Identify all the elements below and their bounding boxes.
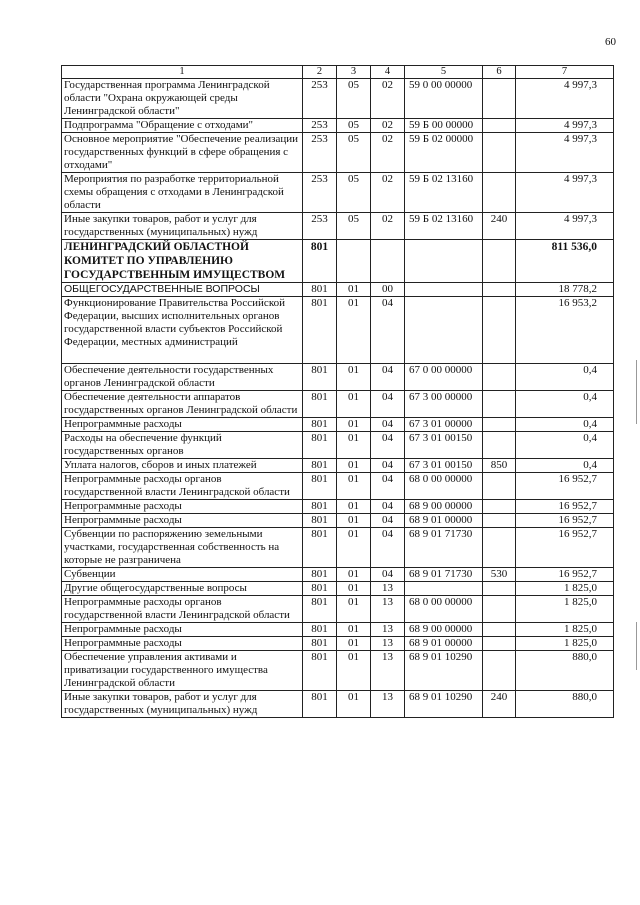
row-grbs: 801 bbox=[303, 473, 337, 500]
row-section: 01 bbox=[337, 432, 371, 459]
table-row bbox=[62, 173, 614, 213]
row-amount: 4 997,3 bbox=[516, 173, 614, 213]
table-row bbox=[62, 637, 614, 651]
row-amount: 0,4 bbox=[516, 459, 614, 473]
row-name: Обеспечение деятельности аппаратов государственных органов Ленинградской области bbox=[62, 391, 303, 418]
row-grbs: 801 bbox=[303, 240, 337, 283]
row-subsection: 02 bbox=[371, 213, 405, 240]
margin-mark-bottom bbox=[636, 622, 637, 670]
row-target-article: 59 Б 02 13160 bbox=[405, 213, 483, 240]
row-grbs: 253 bbox=[303, 173, 337, 213]
row-subsection: 02 bbox=[371, 119, 405, 133]
row-subsection: 02 bbox=[371, 173, 405, 213]
header-col-4: 4 bbox=[371, 66, 405, 79]
table-header-row bbox=[62, 66, 614, 79]
row-expense-type bbox=[483, 133, 516, 173]
table-row bbox=[62, 364, 614, 391]
row-expense-type: 240 bbox=[483, 213, 516, 240]
row-subsection: 13 bbox=[371, 651, 405, 691]
row-target-article bbox=[405, 240, 483, 283]
row-grbs: 253 bbox=[303, 119, 337, 133]
row-subsection: 04 bbox=[371, 514, 405, 528]
row-amount: 0,4 bbox=[516, 364, 614, 391]
row-grbs: 801 bbox=[303, 637, 337, 651]
row-subsection: 04 bbox=[371, 432, 405, 459]
row-expense-type: 850 bbox=[483, 459, 516, 473]
header-col-7: 7 bbox=[516, 66, 614, 79]
table-row bbox=[62, 459, 614, 473]
row-grbs: 801 bbox=[303, 514, 337, 528]
row-target-article: 59 Б 00 00000 bbox=[405, 119, 483, 133]
row-grbs: 253 bbox=[303, 79, 337, 119]
row-target-article: 68 9 01 10290 bbox=[405, 691, 483, 718]
row-name: Другие общегосударственные вопросы bbox=[62, 582, 303, 596]
row-subsection: 00 bbox=[371, 283, 405, 297]
row-name: Обеспечение деятельности государственных органов Ленинградской области bbox=[62, 364, 303, 391]
row-section: 05 bbox=[337, 119, 371, 133]
row-target-article: 68 9 01 71730 bbox=[405, 528, 483, 568]
row-target-article: 67 3 01 00000 bbox=[405, 418, 483, 432]
row-subsection: 13 bbox=[371, 637, 405, 651]
row-amount: 4 997,3 bbox=[516, 119, 614, 133]
row-expense-type bbox=[483, 500, 516, 514]
row-amount: 880,0 bbox=[516, 651, 614, 691]
row-amount: 4 997,3 bbox=[516, 213, 614, 240]
row-section: 01 bbox=[337, 637, 371, 651]
row-grbs: 801 bbox=[303, 623, 337, 637]
row-expense-type bbox=[483, 637, 516, 651]
row-expense-type bbox=[483, 297, 516, 364]
row-amount: 0,4 bbox=[516, 432, 614, 459]
row-section: 01 bbox=[337, 283, 371, 297]
row-target-article: 67 3 01 00150 bbox=[405, 459, 483, 473]
row-expense-type bbox=[483, 79, 516, 119]
table-row bbox=[62, 473, 614, 500]
row-expense-type bbox=[483, 651, 516, 691]
row-target-article bbox=[405, 297, 483, 364]
table-row bbox=[62, 283, 614, 297]
row-amount: 16 952,7 bbox=[516, 514, 614, 528]
row-amount: 880,0 bbox=[516, 691, 614, 718]
row-grbs: 801 bbox=[303, 283, 337, 297]
row-section: 01 bbox=[337, 596, 371, 623]
row-section: 01 bbox=[337, 391, 371, 418]
row-target-article: 59 Б 02 00000 bbox=[405, 133, 483, 173]
row-name: Государственная программа Ленинградской области "Охрана окружающей среды Ленинградской области" bbox=[62, 79, 303, 119]
row-name: Уплата налогов, сборов и иных платежей bbox=[62, 459, 303, 473]
row-expense-type: 240 bbox=[483, 691, 516, 718]
row-target-article bbox=[405, 582, 483, 596]
header-col-1: 1 bbox=[62, 66, 303, 79]
table-row bbox=[62, 514, 614, 528]
row-subsection: 02 bbox=[371, 133, 405, 173]
row-name: Непрограммные расходы органов государственной власти Ленинградской области bbox=[62, 473, 303, 500]
row-section: 05 bbox=[337, 173, 371, 213]
row-amount: 16 952,7 bbox=[516, 500, 614, 514]
row-grbs: 801 bbox=[303, 568, 337, 582]
header-col-3: 3 bbox=[337, 66, 371, 79]
row-name: ЛЕНИНГРАДСКИЙ ОБЛАСТНОЙ КОМИТЕТ ПО УПРАВЛЕНИЮ ГОСУДАРСТВЕННЫМ ИМУЩЕСТВОМ bbox=[62, 240, 303, 283]
table-row bbox=[62, 651, 614, 691]
row-section: 01 bbox=[337, 418, 371, 432]
table-row bbox=[62, 240, 614, 283]
row-target-article: 59 0 00 00000 bbox=[405, 79, 483, 119]
row-expense-type bbox=[483, 582, 516, 596]
row-amount: 1 825,0 bbox=[516, 596, 614, 623]
row-expense-type bbox=[483, 240, 516, 283]
row-target-article: 68 9 01 00000 bbox=[405, 514, 483, 528]
row-subsection: 04 bbox=[371, 297, 405, 364]
row-subsection: 13 bbox=[371, 691, 405, 718]
row-target-article: 68 9 00 00000 bbox=[405, 623, 483, 637]
row-target-article: 68 0 00 00000 bbox=[405, 596, 483, 623]
row-target-article: 59 Б 02 13160 bbox=[405, 173, 483, 213]
row-amount: 1 825,0 bbox=[516, 582, 614, 596]
row-subsection: 04 bbox=[371, 418, 405, 432]
row-subsection: 04 bbox=[371, 568, 405, 582]
row-name: Расходы на обеспечение функций государственных органов bbox=[62, 432, 303, 459]
row-grbs: 801 bbox=[303, 364, 337, 391]
row-amount: 18 778,2 bbox=[516, 283, 614, 297]
row-amount: 1 825,0 bbox=[516, 623, 614, 637]
row-name: Непрограммные расходы органов государственной власти Ленинградской области bbox=[62, 596, 303, 623]
row-grbs: 801 bbox=[303, 432, 337, 459]
row-name: Непрограммные расходы bbox=[62, 418, 303, 432]
row-section: 01 bbox=[337, 297, 371, 364]
row-name: Иные закупки товаров, работ и услуг для государственных (муниципальных) нужд bbox=[62, 213, 303, 240]
row-name: Иные закупки товаров, работ и услуг для государственных (муниципальных) нужд bbox=[62, 691, 303, 718]
row-section: 01 bbox=[337, 514, 371, 528]
table-row bbox=[62, 133, 614, 173]
row-subsection: 04 bbox=[371, 528, 405, 568]
row-subsection: 04 bbox=[371, 500, 405, 514]
row-grbs: 801 bbox=[303, 596, 337, 623]
row-name: Непрограммные расходы bbox=[62, 623, 303, 637]
row-subsection: 13 bbox=[371, 596, 405, 623]
row-grbs: 801 bbox=[303, 528, 337, 568]
table-row bbox=[62, 582, 614, 596]
page-number: 60 bbox=[605, 36, 616, 48]
row-amount: 0,4 bbox=[516, 418, 614, 432]
row-target-article: 67 3 00 00000 bbox=[405, 391, 483, 418]
row-section: 01 bbox=[337, 582, 371, 596]
row-name: ОБЩЕГОСУДАРСТВЕННЫЕ ВОПРОСЫ bbox=[62, 283, 303, 297]
row-target-article: 67 3 01 00150 bbox=[405, 432, 483, 459]
row-target-article: 67 0 00 00000 bbox=[405, 364, 483, 391]
row-expense-type bbox=[483, 473, 516, 500]
row-amount: 16 953,2 bbox=[516, 297, 614, 364]
row-expense-type: 530 bbox=[483, 568, 516, 582]
row-name: Непрограммные расходы bbox=[62, 637, 303, 651]
row-section: 01 bbox=[337, 623, 371, 637]
table-row bbox=[62, 213, 614, 240]
row-section: 05 bbox=[337, 133, 371, 173]
row-section: 01 bbox=[337, 691, 371, 718]
row-grbs: 801 bbox=[303, 391, 337, 418]
row-expense-type bbox=[483, 418, 516, 432]
table-row bbox=[62, 691, 614, 718]
row-section: 01 bbox=[337, 528, 371, 568]
row-name: Непрограммные расходы bbox=[62, 514, 303, 528]
row-expense-type bbox=[483, 596, 516, 623]
row-grbs: 801 bbox=[303, 500, 337, 514]
row-section: 01 bbox=[337, 500, 371, 514]
row-target-article: 68 0 00 00000 bbox=[405, 473, 483, 500]
row-target-article: 68 9 00 00000 bbox=[405, 500, 483, 514]
table-row bbox=[62, 297, 614, 364]
row-expense-type bbox=[483, 119, 516, 133]
row-expense-type bbox=[483, 173, 516, 213]
row-section: 01 bbox=[337, 568, 371, 582]
row-name: Непрограммные расходы bbox=[62, 500, 303, 514]
table-row bbox=[62, 500, 614, 514]
header-col-6: 6 bbox=[483, 66, 516, 79]
row-expense-type bbox=[483, 623, 516, 637]
row-name: Подпрограмма "Обращение с отходами" bbox=[62, 119, 303, 133]
row-grbs: 253 bbox=[303, 133, 337, 173]
row-amount: 16 952,7 bbox=[516, 473, 614, 500]
table-row bbox=[62, 119, 614, 133]
row-grbs: 801 bbox=[303, 459, 337, 473]
row-name: Мероприятия по разработке территориальной схемы обращения с отходами в Ленинградской области bbox=[62, 173, 303, 213]
row-grbs: 801 bbox=[303, 691, 337, 718]
row-grbs: 801 bbox=[303, 582, 337, 596]
header-col-2: 2 bbox=[303, 66, 337, 79]
row-amount: 16 952,7 bbox=[516, 528, 614, 568]
row-name: Основное мероприятие "Обеспечение реализации государственных функций в сфере обращения с отходами" bbox=[62, 133, 303, 173]
row-expense-type bbox=[483, 432, 516, 459]
row-section bbox=[337, 240, 371, 283]
row-section: 01 bbox=[337, 459, 371, 473]
row-amount: 16 952,7 bbox=[516, 568, 614, 582]
row-subsection: 04 bbox=[371, 459, 405, 473]
margin-mark-top bbox=[636, 360, 637, 424]
row-subsection: 04 bbox=[371, 364, 405, 391]
table-row bbox=[62, 568, 614, 582]
row-section: 05 bbox=[337, 79, 371, 119]
row-grbs: 801 bbox=[303, 418, 337, 432]
table-row bbox=[62, 79, 614, 119]
table-row bbox=[62, 596, 614, 623]
row-expense-type bbox=[483, 391, 516, 418]
row-name: Субвенции по распоряжению земельными участками, государственная собственность на которые не разграничена bbox=[62, 528, 303, 568]
row-subsection: 13 bbox=[371, 582, 405, 596]
row-subsection: 04 bbox=[371, 473, 405, 500]
table-row bbox=[62, 528, 614, 568]
row-target-article bbox=[405, 283, 483, 297]
row-grbs: 801 bbox=[303, 297, 337, 364]
table-row bbox=[62, 391, 614, 418]
header-col-5: 5 bbox=[405, 66, 483, 79]
row-section: 05 bbox=[337, 213, 371, 240]
row-name: Субвенции bbox=[62, 568, 303, 582]
row-amount: 4 997,3 bbox=[516, 133, 614, 173]
row-expense-type bbox=[483, 528, 516, 568]
row-subsection: 02 bbox=[371, 79, 405, 119]
row-amount: 811 536,0 bbox=[516, 240, 614, 283]
row-amount: 0,4 bbox=[516, 391, 614, 418]
table-row bbox=[62, 623, 614, 637]
table-row bbox=[62, 418, 614, 432]
row-target-article: 68 9 01 00000 bbox=[405, 637, 483, 651]
row-subsection: 04 bbox=[371, 391, 405, 418]
row-section: 01 bbox=[337, 473, 371, 500]
row-grbs: 253 bbox=[303, 213, 337, 240]
row-expense-type bbox=[483, 283, 516, 297]
row-subsection bbox=[371, 240, 405, 283]
table-body bbox=[62, 79, 614, 718]
row-name: Функционирование Правительства Российской Федерации, высших исполнительных органов государственной власти субъектов Российской Федерации, местных администраций bbox=[62, 297, 303, 364]
row-section: 01 bbox=[337, 364, 371, 391]
row-section: 01 bbox=[337, 651, 371, 691]
row-expense-type bbox=[483, 364, 516, 391]
table-row bbox=[62, 432, 614, 459]
row-amount: 4 997,3 bbox=[516, 79, 614, 119]
row-amount: 1 825,0 bbox=[516, 637, 614, 651]
row-subsection: 13 bbox=[371, 623, 405, 637]
row-expense-type bbox=[483, 514, 516, 528]
row-target-article: 68 9 01 71730 bbox=[405, 568, 483, 582]
row-name: Обеспечение управления активами и приватизации государственного имущества Ленинградской области bbox=[62, 651, 303, 691]
row-target-article: 68 9 01 10290 bbox=[405, 651, 483, 691]
budget-table bbox=[61, 65, 614, 718]
row-grbs: 801 bbox=[303, 651, 337, 691]
